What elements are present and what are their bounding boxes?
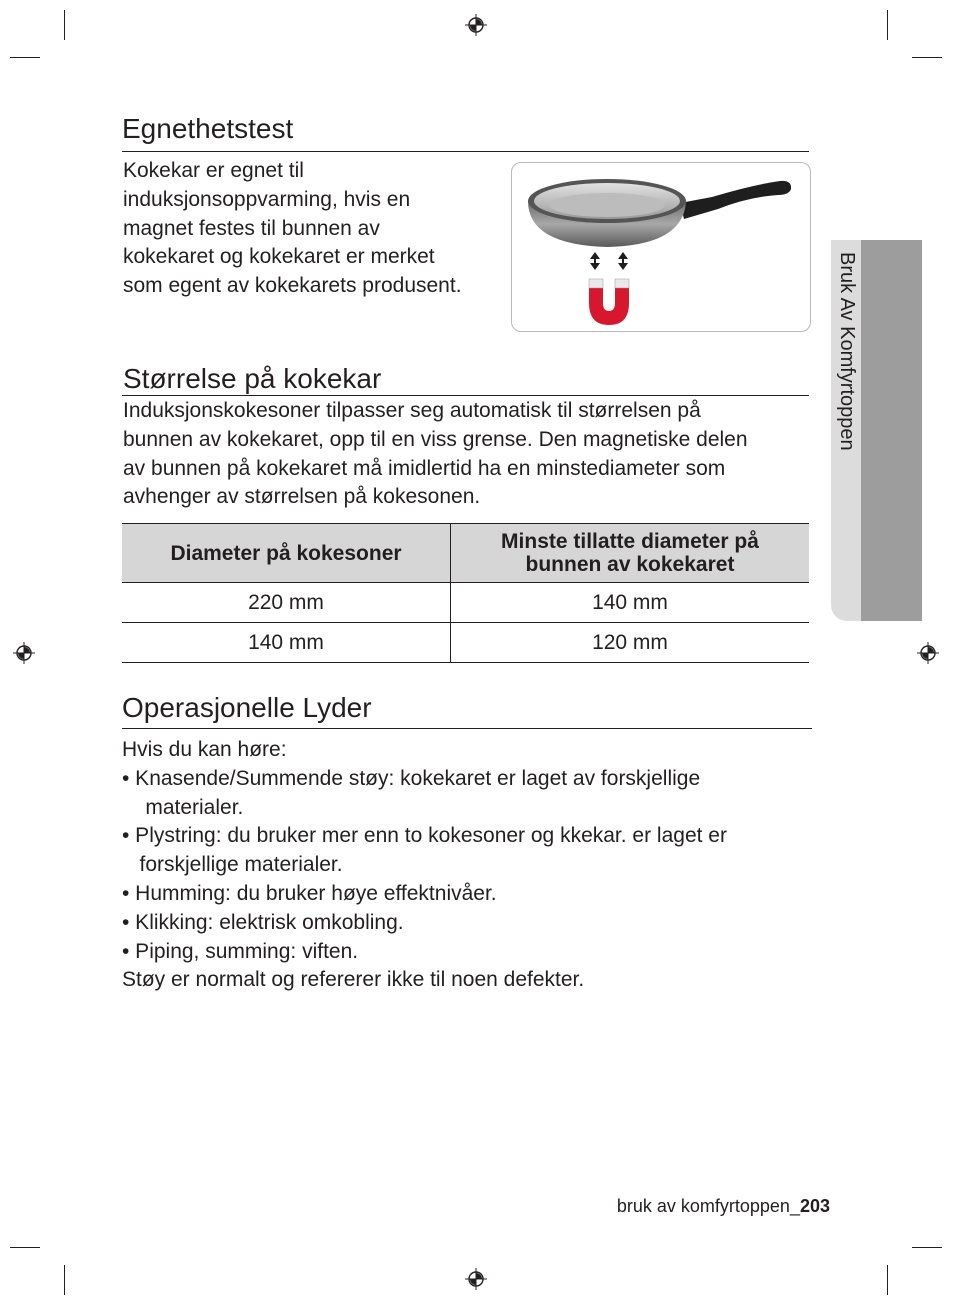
crop-mark: [10, 1247, 40, 1248]
section-rule: [122, 728, 812, 729]
paragraph-line: av bunnen på kokekaret må imidlertid ha en minstediameter som: [123, 456, 726, 480]
suitability-paragraph: [123, 157, 462, 301]
page-footer: [617, 1196, 830, 1217]
list-item-line: • Knasende/Summende støy: kokekaret er laget av forskjellige: [122, 766, 701, 790]
list-item-line: • Klikking: elektrisk omkobling.: [122, 910, 404, 934]
list-item-line: • Piping, summing: viften.: [122, 939, 359, 963]
table-cell: 120 mm: [451, 623, 810, 663]
paragraph-line: bunnen av kokekaret, opp til en viss grense. Den magnetiske delen: [123, 427, 748, 451]
list-item-line: forskjellige materialer.: [122, 853, 343, 877]
table-cell: 140 mm: [451, 583, 810, 623]
section-title-operational-sounds: Operasjonelle Lyder: [122, 692, 372, 723]
page-number: 203: [799, 1196, 830, 1216]
table-cell: 140 mm: [122, 623, 451, 663]
header-line: Minste tillatte diameter på: [501, 530, 759, 553]
footer-text: bruk av komfyrtoppen_: [616, 1196, 800, 1216]
table-row: [122, 583, 809, 623]
list-intro: [122, 736, 727, 765]
registration-mark-icon: [917, 642, 939, 664]
crop-mark: [64, 10, 65, 40]
paragraph-line: Kokekar er egnet til: [123, 159, 304, 182]
section-title-cookware-size: Størrelse på kokekar: [123, 363, 382, 394]
registration-mark-icon: [465, 1268, 487, 1290]
table-row: [122, 623, 809, 663]
section-rule: [122, 151, 809, 152]
list-item: [122, 765, 727, 823]
paragraph-line: kokekaret og kokekaret er merket: [123, 245, 435, 269]
list-item-line: • Humming: du bruker høye effektnivåer.: [122, 881, 497, 905]
pan-with-magnet-icon: [512, 163, 810, 331]
list-item: [122, 909, 727, 938]
table-header-cell: [451, 524, 810, 583]
chapter-tab-label: Bruk Av Komfyrtoppen: [836, 252, 858, 451]
section-title-suitability: Egnethetstest: [122, 113, 294, 144]
header-line: bunnen av kokekaret: [525, 553, 735, 576]
crop-mark: [912, 1247, 942, 1248]
side-tab-dark: [861, 240, 922, 621]
paragraph-line: som egent av kokekarets produsent.: [123, 274, 462, 298]
list-intro-text: Hvis du kan høre:: [122, 738, 287, 761]
registration-mark-icon: [465, 14, 487, 36]
list-item-line: • Plystring: du bruker mer enn to kokesoner og kkekar. er laget er: [122, 824, 727, 848]
table-header-row: [122, 524, 809, 583]
paragraph-line: magnet festes til bunnen av: [123, 216, 380, 240]
sounds-list: [122, 736, 727, 995]
list-item: [122, 880, 727, 909]
registration-mark-icon: [13, 642, 35, 664]
list-item: [122, 938, 727, 967]
crop-mark: [912, 57, 942, 58]
crop-mark: [10, 57, 40, 58]
crop-mark: [64, 1265, 65, 1295]
table-cell: 220 mm: [122, 583, 451, 623]
diameter-table: [122, 523, 809, 663]
crop-mark: [887, 10, 888, 40]
pan-magnet-figure: [511, 162, 811, 332]
paragraph-line: Induksjonskokesoner tilpasser seg automatisk til størrelsen på: [123, 399, 701, 422]
list-outro: [122, 966, 727, 995]
list-item-line: materialer.: [122, 795, 244, 819]
table-header-cell: Diameter på kokesoner: [122, 524, 451, 583]
paragraph-line: induksjonsoppvarming, hvis en: [123, 187, 411, 211]
paragraph-line: avhenger av størrelsen på kokesonen.: [123, 485, 481, 509]
list-item: [122, 822, 727, 880]
section-rule: [122, 395, 809, 396]
list-outro-text: Støy er normalt og refererer ikke til noen defekter.: [122, 968, 585, 992]
cookware-size-paragraph: [123, 397, 748, 512]
crop-mark: [887, 1265, 888, 1295]
